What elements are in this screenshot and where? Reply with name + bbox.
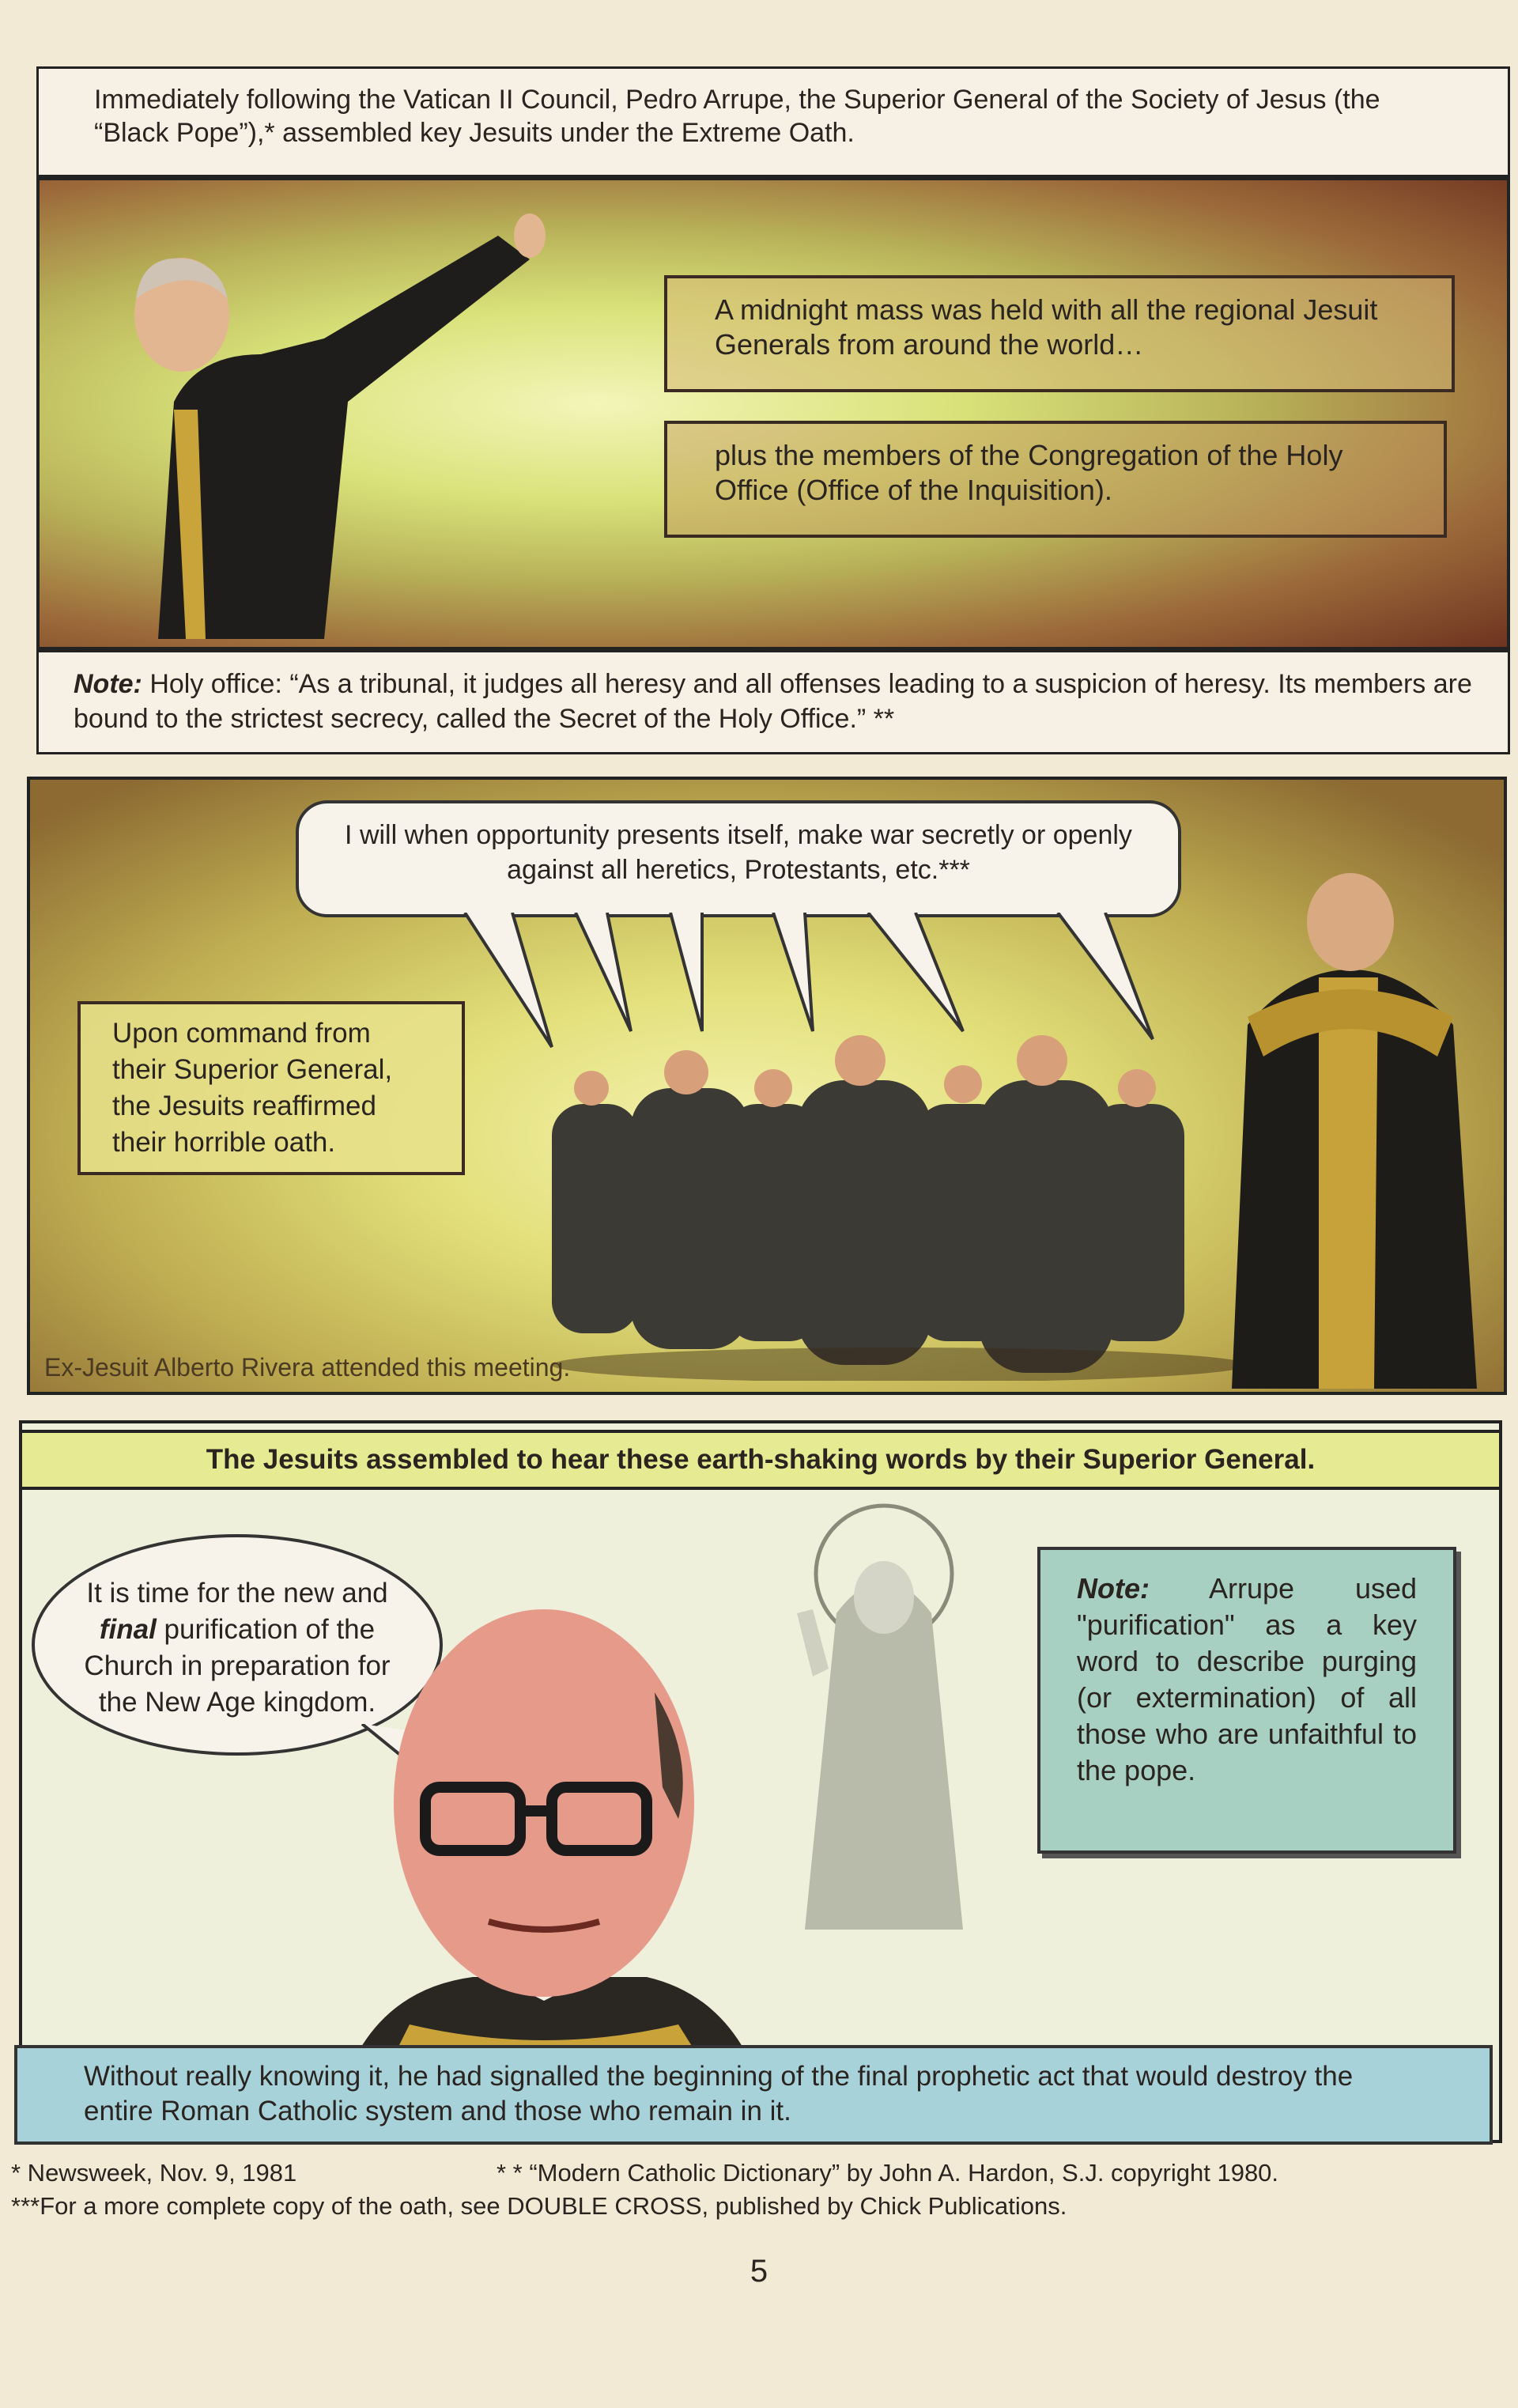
top-caption [36,66,1510,177]
midnight-mass-caption-box [664,275,1455,392]
oath-speech-text: I will when opportunity presents itself, make war secretly or openly against all heretics, Protestants, etc.*** [345,820,1132,885]
footnote-2: * * “Modern Catholic Dictionary” by John A. Hardon, S.J. copyright 1980. [497,2159,1279,2187]
final-emphasis: final [99,1614,157,1645]
madonna-statue-illustration [765,1503,1003,1930]
page-number: 5 [750,2254,768,2289]
footnote-1: * Newsweek, Nov. 9, 1981 [11,2159,297,2187]
panel-3-header-text: The Jesuits assembled to hear these earth-shaking words by their Superior General. [206,1444,1316,1475]
note-text: Holy office: “As a tribunal, it judges all heresy and all offenses leading to a suspicion of heresy. Its members are bound to the strictest secrecy, called the Secret of the Holy Office.” ** [74,669,1472,734]
midnight-mass-text: A midnight mass was held with all the regional Jesuit Generals from around the world… [715,293,1378,361]
priest-raising-hand-illustration [87,196,577,647]
note-label: Note: [74,669,142,699]
footnote-3: ***For a more complete copy of the oath, see DOUBLE CROSS, published by Chick Publications. [11,2192,1067,2220]
oath-speech-bubble [296,800,1181,917]
purification-note-box [1037,1547,1456,1854]
superior-general-back-illustration [1200,843,1501,1389]
holy-office-text: plus the members of the Congregation of the Holy Office (Office of the Inquisition). [715,439,1343,506]
purification-speech-bubble: It is time for the new and final purification of the Church in preparation for the New Age kingdom. [32,1534,443,1756]
purification-note-label: Note: [1077,1572,1150,1605]
speech-bubble-tails [457,913,1184,1055]
bottom-caption [14,2045,1493,2145]
panel-1-art [36,177,1510,650]
rivera-attended-note: Ex-Jesuit Alberto Rivera attended this meeting. [44,1353,571,1382]
purification-note-text: Arrupe used "purification" as a key word to describe purging (or extermination) of all those who are unfaithful to the pope. [1077,1572,1418,1786]
panel-2 [27,777,1507,1395]
panel-3-header [22,1430,1499,1490]
holy-office-caption-box [664,421,1447,538]
reaffirmed-oath-text: Upon command from their Superior General, the Jesuits reaffirmed their horrible oath. [112,1018,393,1158]
bottom-caption-text: Without really knowing it, he had signalled the beginning of the final prophetic act that would destroy the entire Roman Catholic system and those who remain in it. [84,2061,1354,2126]
panel-3 [19,1420,1502,2143]
top-caption-text: Immediately following the Vatican II Council, Pedro Arrupe, the Superior General of the Society of Jesus (the “Black Pope”),* assembled key Jesuits under the Extreme Oath. [94,85,1380,148]
panel-1 [36,66,1510,754]
reaffirmed-oath-caption [77,1001,465,1175]
holy-office-note [36,650,1510,754]
